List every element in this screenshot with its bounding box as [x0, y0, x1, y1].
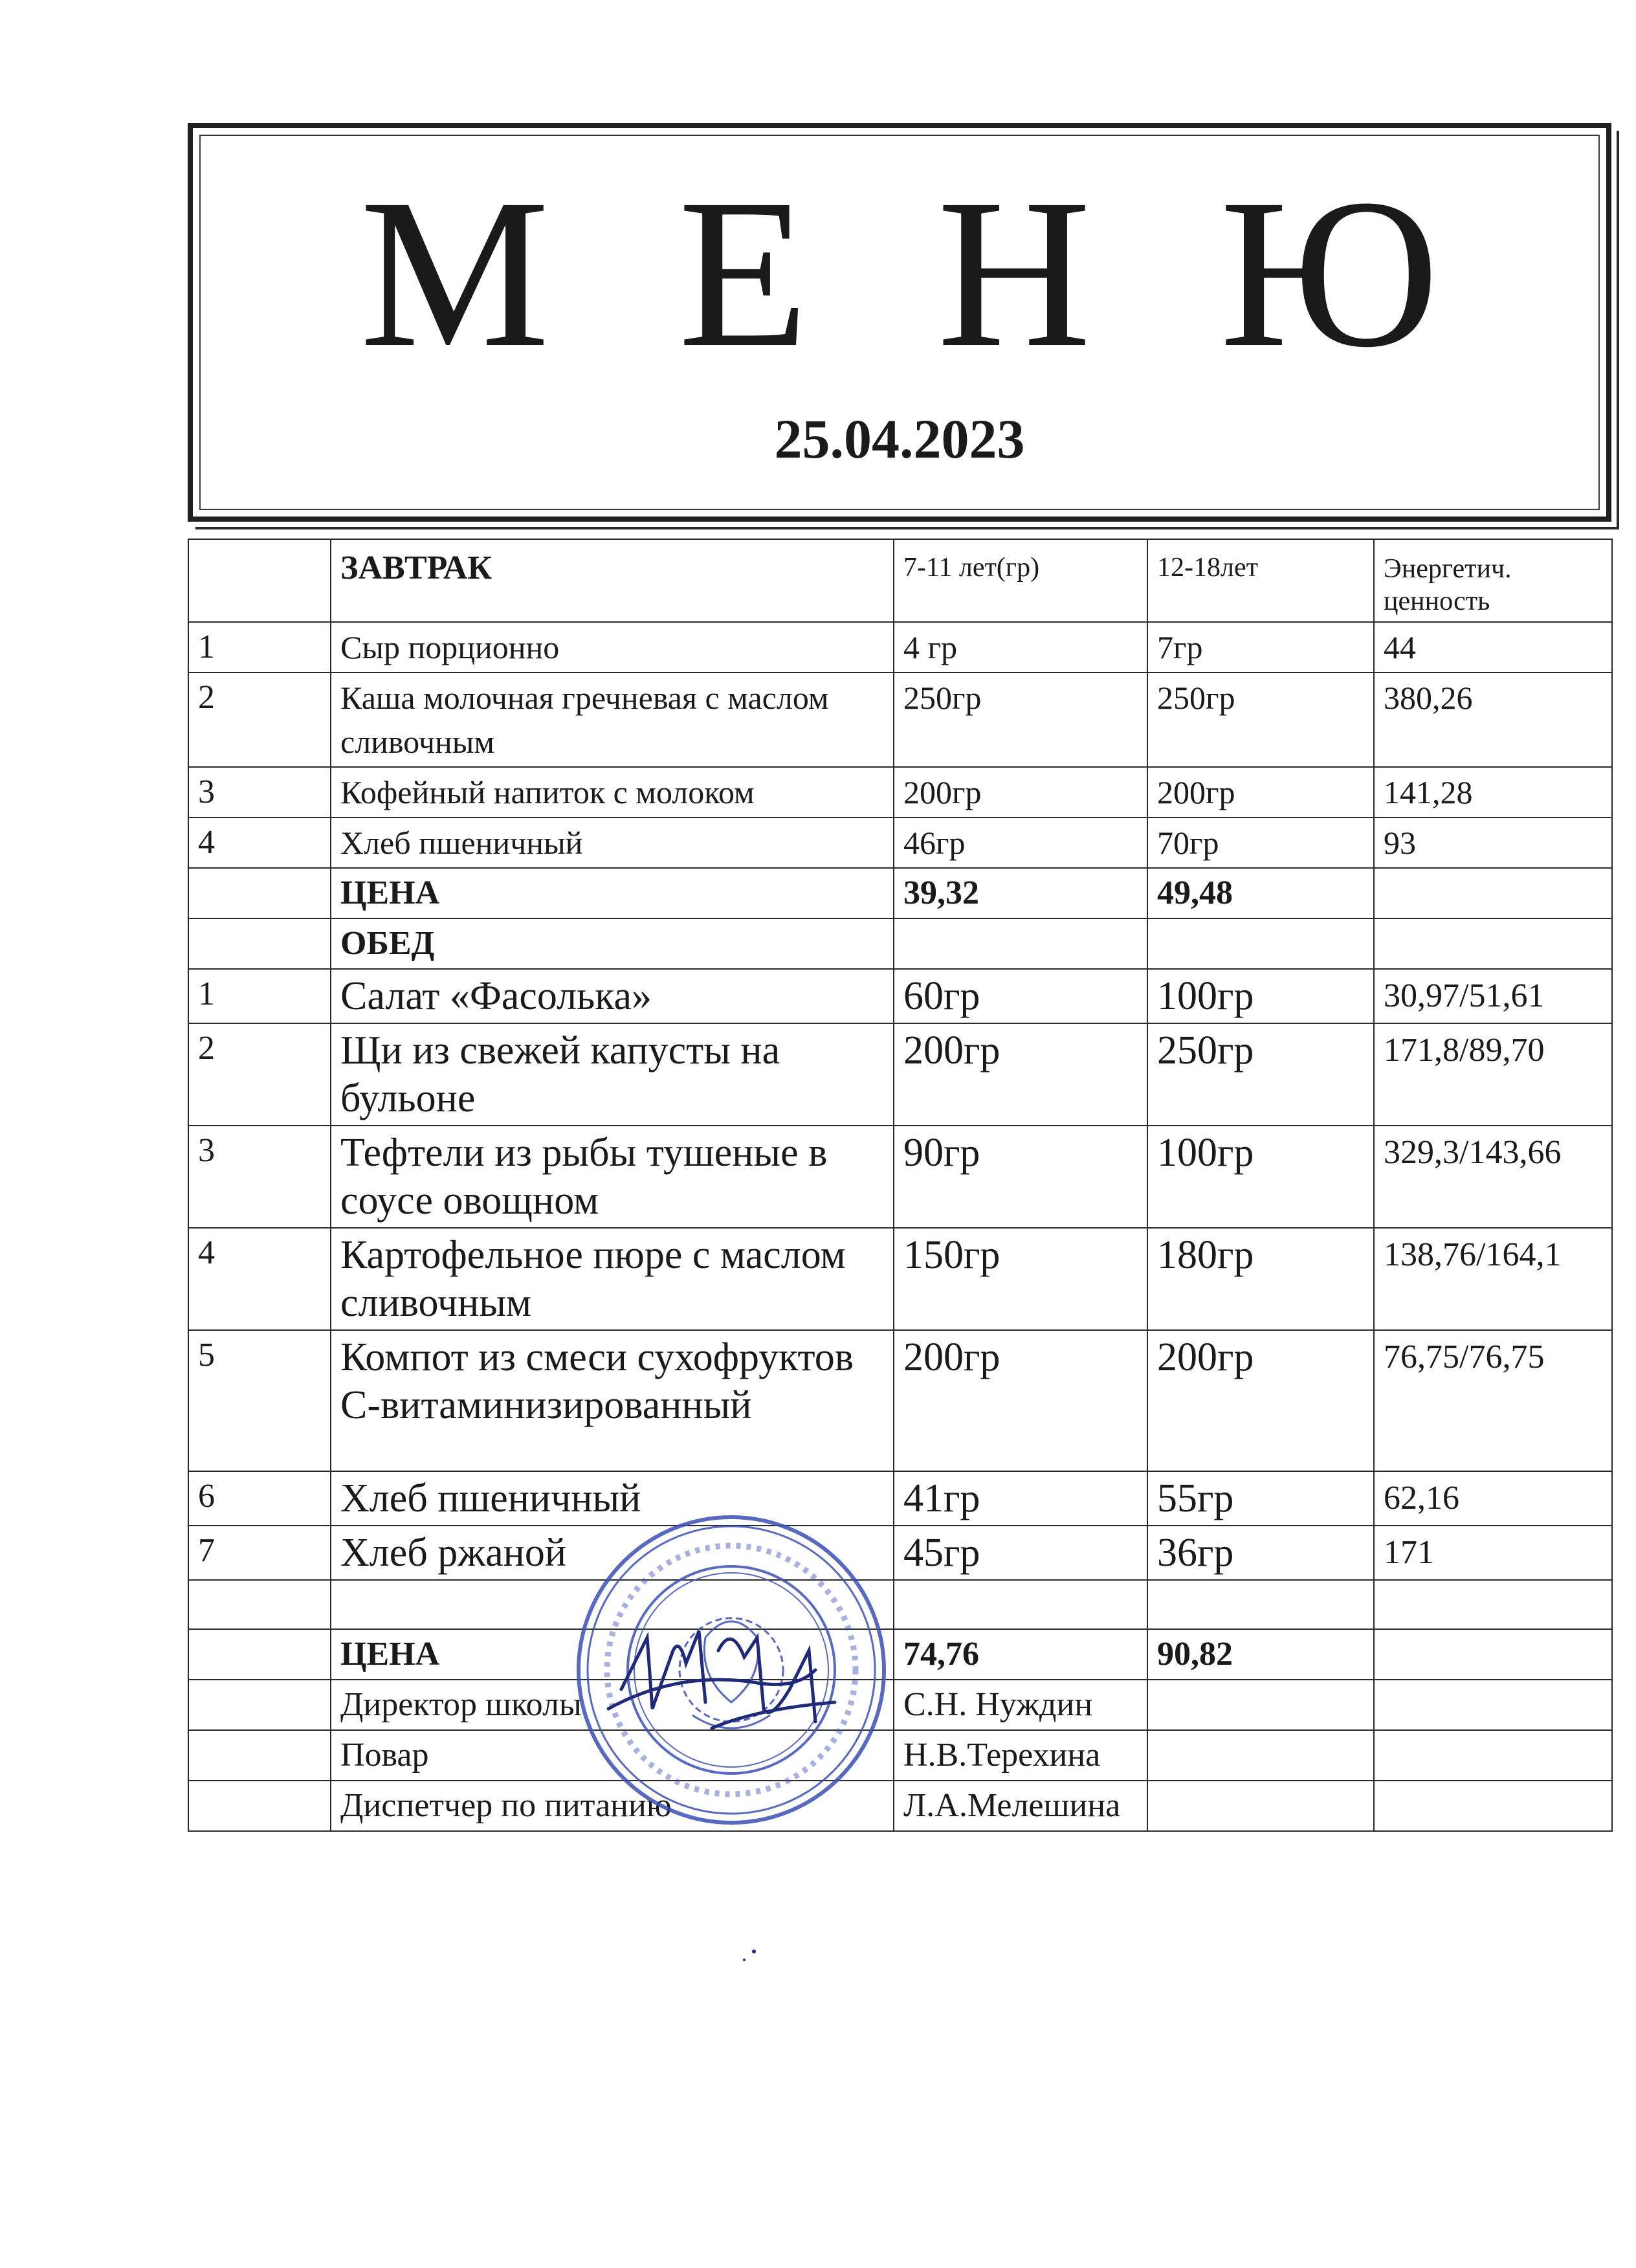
- signatory-name: С.Н. Нуждин: [894, 1680, 1147, 1730]
- menu-table-body: [188, 539, 1612, 622]
- breakfast-price-label: ЦЕНА: [331, 868, 894, 918]
- breakfast-item-row: [188, 817, 1612, 868]
- lunch-item-portion-12-18: 55гр: [1147, 1471, 1374, 1526]
- breakfast-item-portion-7-11: 200гр: [894, 767, 1147, 817]
- lunch-price-energy-cell: [1374, 1629, 1612, 1680]
- lunch-item-portion-12-18: 36гр: [1147, 1526, 1374, 1580]
- lunch-price-label: ЦЕНА: [331, 1629, 894, 1680]
- signature-empty-cell: [1374, 1680, 1612, 1730]
- lunch-item-name: Хлеб пшеничный: [331, 1471, 894, 1526]
- lunch-item-num: 1: [188, 969, 331, 1023]
- breakfast-item-portion-7-11: 250гр: [894, 673, 1147, 767]
- lunch-item-num: 2: [188, 1023, 331, 1126]
- lunch-item-num: 3: [188, 1126, 331, 1228]
- lunch-item-row: [188, 1471, 1612, 1526]
- lunch-item-energy: 171,8/89,70: [1374, 1023, 1612, 1126]
- breakfast-item-energy: 44: [1374, 622, 1612, 673]
- ink-speck: [743, 1959, 746, 1961]
- lunch-item-row: [188, 1023, 1612, 1126]
- breakfast-item-portion-7-11: 46гр: [894, 817, 1147, 868]
- signature-rows: [188, 1680, 1612, 1831]
- breakfast-price-7-11: 39,32: [894, 868, 1147, 918]
- breakfast-item-energy: 141,28: [1374, 767, 1612, 817]
- lunch-item-row: [188, 1228, 1612, 1330]
- lunch-price-section: [188, 1580, 1612, 1680]
- lunch-item-name: Тефтели из рыбы тушеные в соусе овощном: [331, 1126, 894, 1228]
- empty-cell-4: [1147, 1580, 1374, 1629]
- lunch-item-num: 6: [188, 1471, 331, 1526]
- col-header-energy: Энергетич. ценность: [1374, 539, 1612, 622]
- lunch-item-energy: 329,3/143,66: [1374, 1126, 1612, 1228]
- signatory-name: Н.В.Терехина: [894, 1730, 1147, 1781]
- lunch-rows: [188, 969, 1612, 1580]
- signature-empty-cell: [1374, 1781, 1612, 1831]
- lunch-item-portion-12-18: 250гр: [1147, 1023, 1374, 1126]
- breakfast-item-portion-12-18: 7гр: [1147, 622, 1374, 673]
- signature-empty-cell: [1147, 1680, 1374, 1730]
- breakfast-item-num: 3: [188, 767, 331, 817]
- header-row: [188, 539, 1612, 622]
- breakfast-price-section: [188, 868, 1612, 969]
- empty-cell-5: [1374, 1580, 1612, 1629]
- signatory-role: Диспетчер по питанию: [331, 1781, 894, 1831]
- lunch-price-12-18: 90,82: [1147, 1629, 1374, 1680]
- breakfast-item-portion-7-11: 4 гр: [894, 622, 1147, 673]
- breakfast-item-energy: 380,26: [1374, 673, 1612, 767]
- lunch-item-portion-12-18: 180гр: [1147, 1228, 1374, 1330]
- lunch-price-num-cell: [188, 1629, 331, 1680]
- breakfast-title: ЗАВТРАК: [331, 539, 894, 622]
- empty-cell-1: [188, 1580, 331, 1629]
- col-header-age-7-11: 7-11 лет(гр): [894, 539, 1147, 622]
- lunch-item-energy: 30,97/51,61: [1374, 969, 1612, 1023]
- lunch-item-row: [188, 1526, 1612, 1580]
- lunch-item-portion-12-18: 100гр: [1147, 969, 1374, 1023]
- lunch-item-num: 7: [188, 1526, 331, 1580]
- signature-empty-cell: [188, 1730, 331, 1781]
- signature-empty-cell: [1374, 1730, 1612, 1781]
- breakfast-item-num: 1: [188, 622, 331, 673]
- lunch-item-portion-7-11: 90гр: [894, 1126, 1147, 1228]
- signature-empty-cell: [1147, 1781, 1374, 1831]
- breakfast-price-12-18: 49,48: [1147, 868, 1374, 918]
- breakfast-price-row: [188, 868, 1612, 918]
- signature-empty-cell: [188, 1781, 331, 1831]
- lunch-item-portion-7-11: 45гр: [894, 1526, 1147, 1580]
- lunch-item-energy: 76,75/76,75: [1374, 1330, 1612, 1471]
- lunch-title-num-cell: [188, 918, 331, 969]
- lunch-price-row: [188, 1629, 1612, 1680]
- lunch-title: ОБЕД: [331, 918, 894, 969]
- header-num-cell: [188, 539, 331, 622]
- lunch-item-energy: 62,16: [1374, 1471, 1612, 1526]
- ink-speck: [752, 1950, 756, 1953]
- breakfast-rows: [188, 622, 1612, 868]
- title-box: [188, 123, 1611, 522]
- empty-cell-3: [894, 1580, 1147, 1629]
- breakfast-item-energy: 93: [1374, 817, 1612, 868]
- lunch-title-empty-3: [1374, 918, 1612, 969]
- lunch-item-portion-7-11: 200гр: [894, 1330, 1147, 1471]
- menu-date: 25.04.2023: [774, 408, 1025, 470]
- lunch-item-row: [188, 1126, 1612, 1228]
- breakfast-price-num-cell: [188, 868, 331, 918]
- signature-empty-cell: [1147, 1730, 1374, 1781]
- breakfast-item-row: [188, 622, 1612, 673]
- lunch-item-portion-12-18: 200гр: [1147, 1330, 1374, 1471]
- breakfast-item-name: Сыр порционно: [331, 622, 894, 673]
- signatory-role: Директор школы: [331, 1680, 894, 1730]
- signature: [602, 1612, 861, 1754]
- page-title: М Е Н Ю: [360, 155, 1477, 392]
- breakfast-price-energy-cell: [1374, 868, 1612, 918]
- lunch-item-portion-7-11: 200гр: [894, 1023, 1147, 1126]
- breakfast-item-name: Каша молочная гречневая с маслом сливочным: [331, 673, 894, 767]
- lunch-title-empty-1: [894, 918, 1147, 969]
- signatory-role: Повар: [331, 1730, 894, 1781]
- breakfast-item-row: [188, 767, 1612, 817]
- empty-row: [188, 1580, 1612, 1629]
- lunch-item-name: Салат «Фасолька»: [331, 969, 894, 1023]
- breakfast-item-portion-12-18: 200гр: [1147, 767, 1374, 817]
- signature-empty-cell: [188, 1680, 331, 1730]
- breakfast-item-portion-12-18: 70гр: [1147, 817, 1374, 868]
- breakfast-item-name: Хлеб пшеничный: [331, 817, 894, 868]
- breakfast-item-row: [188, 673, 1612, 767]
- menu-table: [188, 539, 1613, 1832]
- col-header-age-12-18: 12-18лет: [1147, 539, 1374, 622]
- breakfast-item-portion-12-18: 250гр: [1147, 673, 1374, 767]
- lunch-item-num: 4: [188, 1228, 331, 1330]
- lunch-item-name: Щи из свежей капусты на бульоне: [331, 1023, 894, 1126]
- lunch-item-portion-7-11: 41гр: [894, 1471, 1147, 1526]
- signature-row: [188, 1680, 1612, 1730]
- lunch-item-name: Хлеб ржаной: [331, 1526, 894, 1580]
- breakfast-item-name: Кофейный напиток с молоком: [331, 767, 894, 817]
- breakfast-item-num: 4: [188, 817, 331, 868]
- lunch-title-row: [188, 918, 1612, 969]
- lunch-item-energy: 138,76/164,1: [1374, 1228, 1612, 1330]
- lunch-item-row: [188, 1330, 1612, 1471]
- breakfast-item-num: 2: [188, 673, 331, 767]
- lunch-item-num: 5: [188, 1330, 331, 1471]
- lunch-item-portion-7-11: 150гр: [894, 1228, 1147, 1330]
- signatory-name: Л.А.Мелешина: [894, 1781, 1147, 1831]
- lunch-item-energy: 171: [1374, 1526, 1612, 1580]
- lunch-item-row: [188, 969, 1612, 1023]
- lunch-item-portion-7-11: 60гр: [894, 969, 1147, 1023]
- lunch-item-name: Компот из смеси сухофруктов С-витаминизированный: [331, 1330, 894, 1471]
- signature-row: [188, 1730, 1612, 1781]
- lunch-item-portion-12-18: 100гр: [1147, 1126, 1374, 1228]
- lunch-price-7-11: 74,76: [894, 1629, 1147, 1680]
- lunch-item-name: Картофельное пюре с маслом сливочным: [331, 1228, 894, 1330]
- lunch-title-empty-2: [1147, 918, 1374, 969]
- signature-row: [188, 1781, 1612, 1831]
